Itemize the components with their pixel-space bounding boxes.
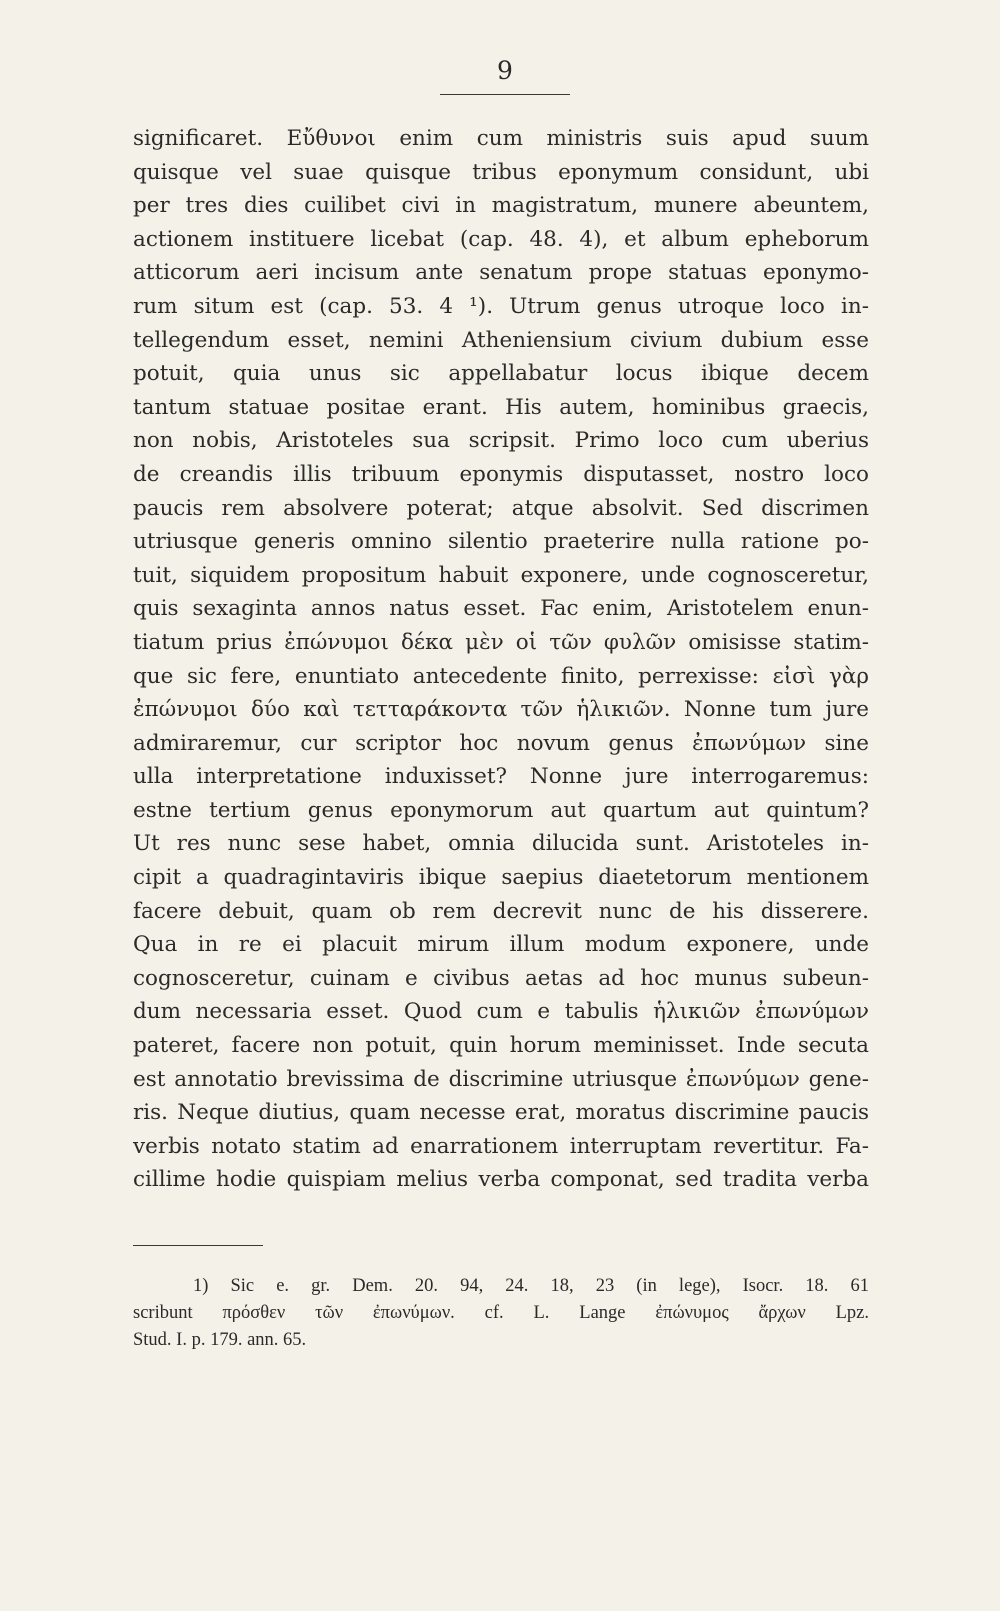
body-line: que sic fere, enuntiato antecedente finito, perrexisse: εἰσὶ γὰρ <box>133 663 869 689</box>
body-line: de creandis illis tribuum eponymis disputasset, nostro loco <box>133 461 869 487</box>
body-line: non nobis, Aristoteles sua scripsit. Primo loco cum uberius <box>133 428 869 454</box>
body-line: atticorum aeri incisum ante senatum prope statuas eponymo- <box>133 260 869 286</box>
body-line: cognosceretur, cuinam e civibus aetas ad hoc munus subeun- <box>133 965 869 991</box>
body-line: ulla interpretatione induxisset? Nonne jure interrogaremus: <box>133 764 869 790</box>
footnote-rule <box>133 1245 263 1246</box>
body-line: tellegendum esset, nemini Atheniensium civium dubium esse <box>133 327 869 353</box>
body-line: cipit a quadragintaviris ibique saepius diaetetorum mentionem <box>133 865 869 891</box>
body-line: est annotatio brevissima de discrimine utriusque ἐπωνύμων gene- <box>133 1066 869 1092</box>
body-line: admiraremur, cur scriptor hoc novum genus ἐπωνύμων sine <box>133 730 869 756</box>
footnote-line: scribunt πρόσθεν τῶν ἐπωνύμων. cf. L. Lange ἐπώνυμος ἄρχων Lpz. <box>133 1303 869 1323</box>
body-line: per tres dies cuilibet civi in magistratum, munere abeuntem, <box>133 193 869 219</box>
footnote-line: Stud. I. p. 179. ann. 65. <box>133 1330 307 1350</box>
body-line: actionem instituere licebat (cap. 48. 4), et album epheborum <box>133 226 869 252</box>
body-line: tuit, siquidem propositum habuit exponere, unde cognosceretur, <box>133 562 869 588</box>
body-line: tantum statuae positae erant. His autem, hominibus graecis, <box>133 394 869 420</box>
footnotes <box>133 1273 869 1354</box>
body-line: ris. Neque diutius, quam necesse erat, moratus discrimine paucis <box>133 1100 869 1126</box>
body-line: cillime hodie quispiam melius verba componat, sed tradita verba <box>133 1167 869 1193</box>
body-line: paucis rem absolvere poterat; atque absolvit. Sed discrimen <box>133 495 869 521</box>
body-line: Ut res nunc sese habet, omnia dilucida sunt. Aristoteles in- <box>133 831 869 857</box>
body-line: pateret, facere non potuit, quin horum meminisset. Inde secuta <box>133 1033 869 1059</box>
body-line: quis sexaginta annos natus esset. Fac enim, Aristotelem enun- <box>133 596 869 622</box>
body-line: ἐπώνυμοι δύο καὶ τετταράκοντα τῶν ἡλικιῶν. Nonne tum jure <box>133 697 869 723</box>
body-line: utriusque generis omnino silentio praeterire nulla ratione po- <box>133 529 869 555</box>
body-line: facere debuit, quam ob rem decrevit nunc de his disserere. <box>133 898 869 924</box>
page-number: 9 <box>497 56 513 85</box>
body-line: dum necessaria esset. Quod cum e tabulis ἡλικιῶν ἐπωνύμων <box>133 999 869 1025</box>
body-text <box>133 122 869 1197</box>
body-line: estne tertium genus eponymorum aut quartum aut quintum? <box>133 797 869 823</box>
body-line: significaret. Εὔθυνοι enim cum ministris suis apud suum <box>133 126 869 151</box>
header-rule <box>440 94 570 95</box>
body-line: rum situm est (cap. 53. 4 ¹). Utrum genus utroque loco in- <box>133 293 869 319</box>
body-line: tiatum prius ἐπώνυμοι δέκα μὲν οἱ τῶν φυλῶν omisisse statim- <box>133 629 869 655</box>
footnote-line: 1) Sic e. gr. Dem. 20. 94, 24. 18, 23 (in lege), Isocr. 18. 61 <box>193 1276 869 1296</box>
body-line: potuit, quia unus sic appellabatur locus ibique decem <box>133 361 869 387</box>
body-line: verbis notato statim ad enarrationem interruptam revertitur. Fa- <box>133 1133 869 1159</box>
body-line: quisque vel suae quisque tribus eponymum considunt, ubi <box>133 159 869 185</box>
body-line: Qua in re ei placuit mirum illum modum exponere, unde <box>133 932 869 958</box>
